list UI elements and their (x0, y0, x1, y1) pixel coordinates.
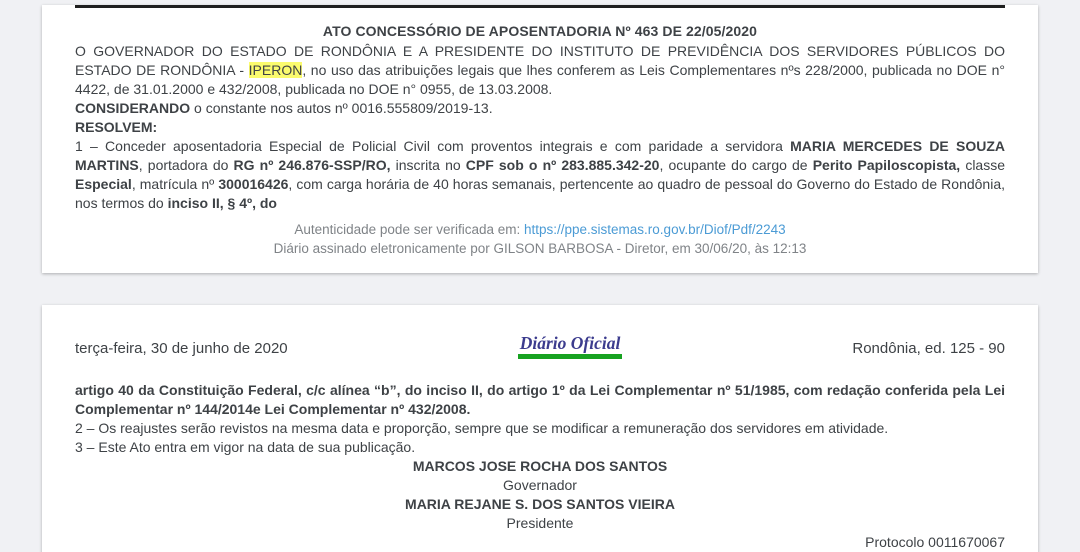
signer-name: MARIA REJANE S. DOS SANTOS VIEIRA (405, 496, 675, 512)
act-preamble (75, 42, 1005, 99)
text-run: 2 – Os reajustes serão revistos na mesma data e proporção, sempre que se modificar a remuneração dos servidores em atividade. (75, 420, 889, 436)
document-page-1 (42, 5, 1038, 273)
verification-link[interactable]: https://ppe.sistemas.ro.gov.br/Diof/Pdf/2243 (524, 222, 786, 237)
text-run: , com carga horária de 40 horas semanais, pertencente ao quadro de pessoal do Governo do Estado de Rondônia, nos termos do (75, 176, 1006, 211)
text-run: RESOLVEM: (75, 119, 158, 135)
search-highlight: IPERON (248, 62, 303, 78)
text-run: O GOVERNADOR DO ESTADO DE RONDÔNIA E A PRESIDENTE DO INSTITUTO DE PREVIDÊNCIA DOS SERVIDORES PÚBLICOS DO ESTADO DE RONDÔNIA - (75, 43, 1005, 78)
text-run: artigo 40 da Constituição Federal, c/c alínea “b”, do inciso II, do artigo 1º da Lei Complementar nº 51/1985, com redação conferida pela Lei Complementar nº 144/2014e Lei Complementar nº 432/2008. (75, 382, 1005, 417)
text-run: 3 – Este Ato entra em vigor na data de sua publicação. (75, 439, 416, 455)
gazette-date: terça-feira, 30 de junho de 2020 (75, 340, 288, 357)
act-item-2 (75, 419, 1005, 438)
act-considerando (75, 99, 1005, 118)
gazette-header (75, 328, 1005, 359)
act-item-1 (75, 137, 1005, 213)
protocol-number: Protocolo 0011670067 (865, 534, 1005, 550)
act-resolvem (75, 118, 1005, 137)
signer-role: Presidente (506, 515, 574, 531)
text-run: o constante nos autos nº 0016.555809/2019-13. (190, 100, 493, 116)
text-run: , no uso das atribuições legais que lhes conferem as Leis Complementares nºs 228/2000, publicada no DOE n° 4422, de 31.01.2000 e 432/2008, publicada no DOE n° 0955, de 13.03.2008. (75, 62, 1005, 97)
signature-info-line: Diário assinado eletronicamente por GILSON BARBOSA - Diretor, em 30/06/20, às 12:13 (273, 241, 807, 256)
gazette-edition: Rondônia, ed. 125 - 90 (852, 340, 1005, 357)
authenticity-block (75, 220, 1005, 258)
gazette-masthead: Diário Oficial (518, 333, 623, 359)
text-run: Especial (75, 176, 132, 192)
act-title: ATO CONCESSÓRIO DE APOSENTADORIA Nº 463 DE 22/05/2020 (322, 23, 758, 39)
text-run: 1 – Conceder aposentadoria Especial de Policial Civil com proventos integrais e com paridade a servidora (75, 138, 791, 154)
text-run: Perito Papiloscopista, (812, 157, 961, 173)
document-page-2 (42, 305, 1038, 552)
text-run: Autenticidade pode ser verificada em: (294, 222, 524, 237)
text-run: inscrita no (390, 157, 466, 173)
page-top-rule (75, 5, 1005, 8)
text-run: CONSIDERANDO (75, 100, 191, 116)
text-run: , portadora do (138, 157, 234, 173)
text-run: 300016426 (218, 176, 289, 192)
text-run: classe (960, 157, 1006, 173)
text-run: , ocupante do cargo de (659, 157, 813, 173)
text-run: inciso II, § 4º, do (167, 195, 277, 211)
text-run: MARIA MERCEDES DE SOUZA MARTINS (75, 138, 1006, 173)
act-item-1-continuation (75, 381, 1005, 419)
authenticity-line (75, 220, 1005, 239)
text-run: CPF sob o nº 283.885.342-20 (465, 157, 660, 173)
signer-name: MARCOS JOSE ROCHA DOS SANTOS (412, 458, 668, 474)
text-run: , matrícula nº (131, 176, 219, 192)
signer-role: Governador (503, 477, 577, 493)
page-gap (0, 273, 1080, 305)
text-run: RG nº 246.876-SSP/RO, (233, 157, 391, 173)
act-item-3 (75, 438, 1005, 457)
signature-block (75, 457, 1005, 533)
